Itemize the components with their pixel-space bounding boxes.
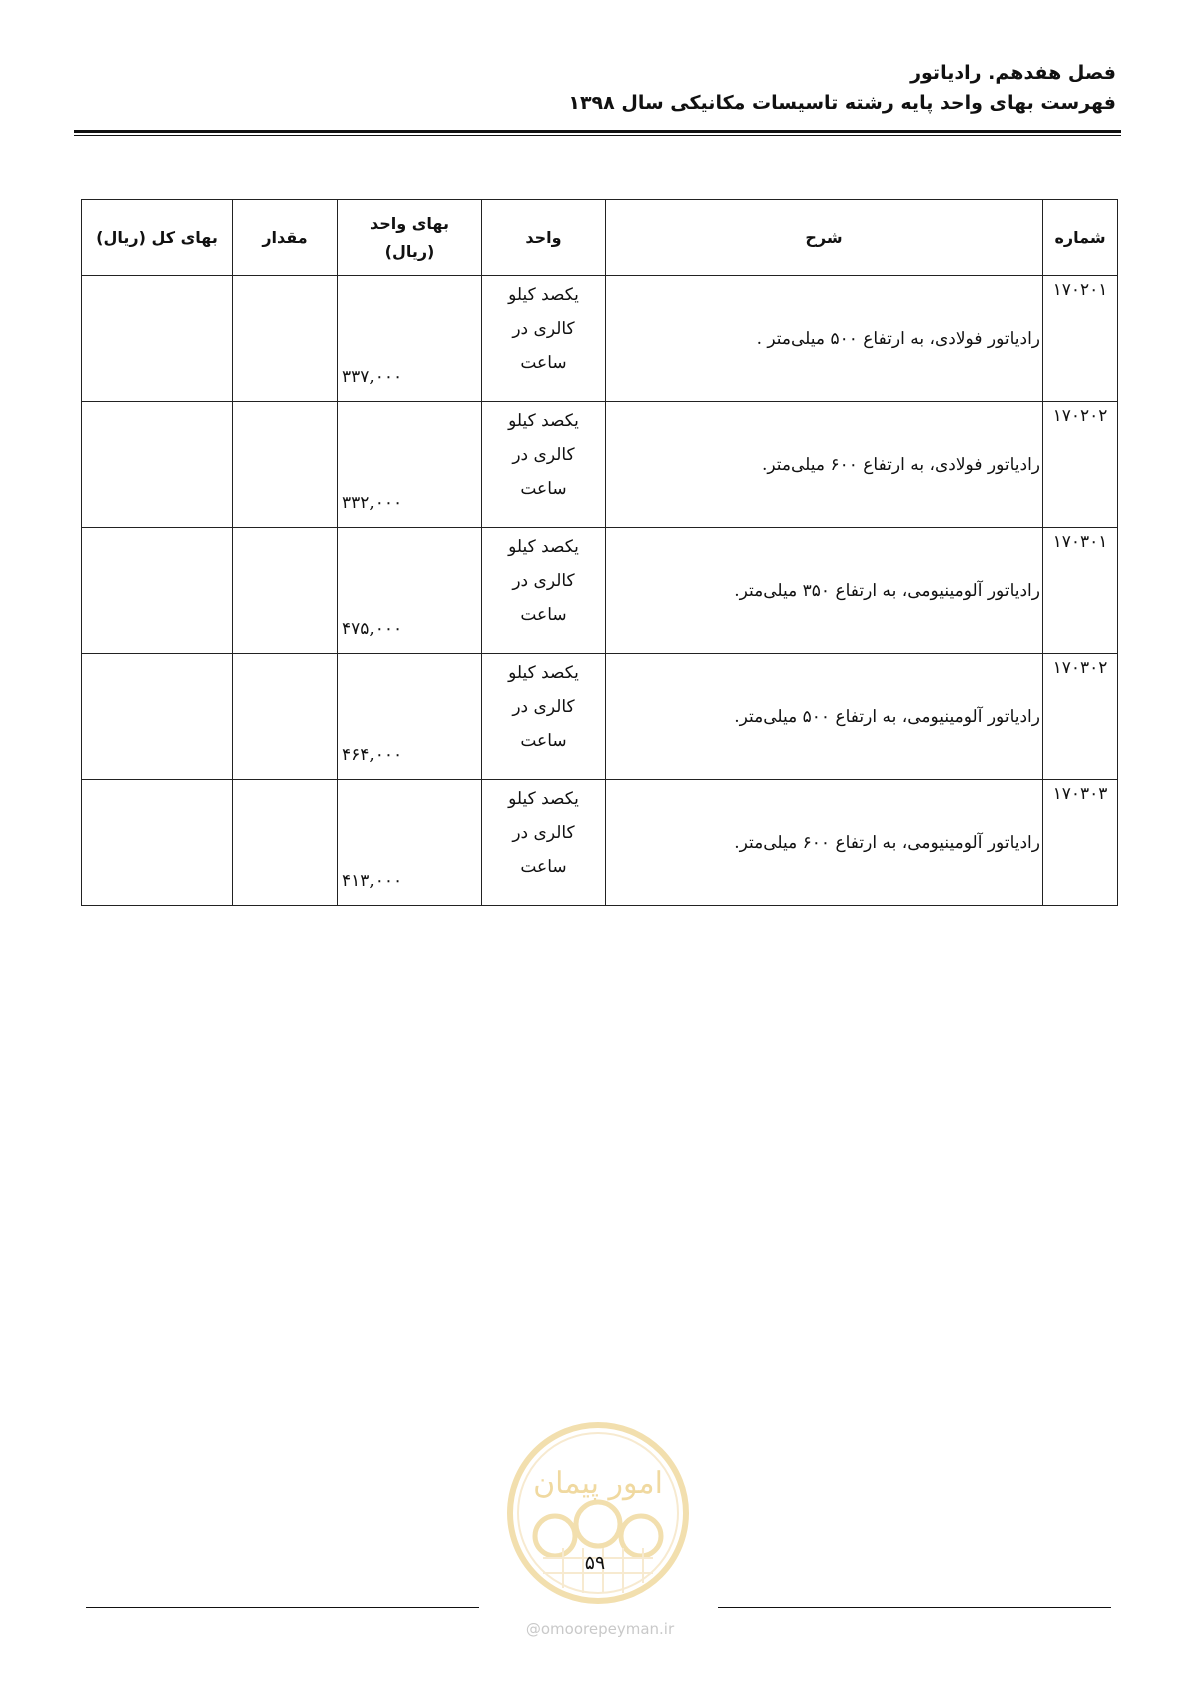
table-row [82,402,1118,528]
row-unit-line: کالری در [512,319,575,339]
row-unit-line: یکصد کیلو [508,789,579,809]
unit-price-header-line2: (ریال) [384,241,435,261]
row-code: ۱۷۰۳۰۲ [1043,654,1118,780]
unit-price-header-line1: بهای واحد [369,213,449,233]
row-description: رادیاتور آلومینیومی، به ارتفاع ۵۰۰ میلی‌متر. [606,654,1043,780]
row-code: ۱۷۰۲۰۲ [1043,402,1118,528]
row-unit [482,780,606,906]
row-unit-line: کالری در [512,571,575,591]
row-quantity [233,654,338,780]
row-unit-price: ۴۱۳,۰۰۰ [338,780,482,906]
watermark-logo-graphic [503,1418,693,1608]
row-unit-line: یکصد کیلو [508,285,579,305]
column-header-quantity: مقدار [233,200,338,276]
header-rule-thin [74,135,1121,136]
column-header-code: شماره [1043,200,1118,276]
row-description: رادیاتور آلومینیومی، به ارتفاع ۳۵۰ میلی‌متر. [606,528,1043,654]
row-unit-line: یکصد کیلو [508,411,579,431]
row-unit-line: کالری در [512,823,575,843]
row-unit [482,654,606,780]
footer-rule-left [86,1607,479,1608]
row-unit-price: ۳۳۷,۰۰۰ [338,276,482,402]
table-row [82,528,1118,654]
row-code: ۱۷۰۲۰۱ [1043,276,1118,402]
row-unit [482,402,606,528]
row-unit-line: ساعت [520,857,567,877]
row-unit-line: کالری در [512,445,575,465]
row-quantity [233,402,338,528]
row-total-price [82,780,233,906]
row-code: ۱۷۰۳۰۳ [1043,780,1118,906]
row-unit-line: کالری در [512,697,575,717]
row-description: رادیاتور فولادی، به ارتفاع ۵۰۰ میلی‌متر . [606,276,1043,402]
row-quantity [233,780,338,906]
row-unit-line: ساعت [520,731,567,751]
row-total-price [82,654,233,780]
row-quantity [233,528,338,654]
row-unit-price: ۴۶۴,۰۰۰ [338,654,482,780]
chapter-title: فصل هفدهم. رادیاتور [910,62,1116,84]
price-list-table [81,199,1118,906]
row-total-price [82,528,233,654]
row-unit [482,528,606,654]
column-header-unit-price [338,200,482,276]
row-total-price [82,402,233,528]
row-unit-line: ساعت [520,353,567,373]
table-row [82,780,1118,906]
row-unit [482,276,606,402]
row-unit-line: یکصد کیلو [508,663,579,683]
document-subtitle: فهرست بهای واحد پایه رشته تاسیسات مکانیکی سال ۱۳۹۸ [568,92,1116,114]
page-number: ۵۹ [584,1552,606,1574]
table-header-row [82,200,1118,276]
row-quantity [233,276,338,402]
row-unit-line: یکصد کیلو [508,537,579,557]
table-row [82,654,1118,780]
row-total-price [82,276,233,402]
watermark-logo-text: امور پیمان [533,1466,663,1501]
row-code: ۱۷۰۳۰۱ [1043,528,1118,654]
row-unit-price: ۳۳۲,۰۰۰ [338,402,482,528]
column-header-description: شرح [606,200,1043,276]
row-unit-line: ساعت [520,605,567,625]
row-description: رادیاتور آلومینیومی، به ارتفاع ۶۰۰ میلی‌متر. [606,780,1043,906]
row-unit-line: ساعت [520,479,567,499]
row-description: رادیاتور فولادی، به ارتفاع ۶۰۰ میلی‌متر. [606,402,1043,528]
column-header-total-price: بهای کل (ریال) [82,200,233,276]
table-row [82,276,1118,402]
watermark-logo [503,1418,693,1608]
page-header [66,58,1116,118]
footer-rule-right [718,1607,1111,1608]
column-header-unit: واحد [482,200,606,276]
row-unit-price: ۴۷۵,۰۰۰ [338,528,482,654]
website-watermark: @omoorepeyman.ir [525,1620,675,1638]
header-rule-thick [74,130,1121,133]
